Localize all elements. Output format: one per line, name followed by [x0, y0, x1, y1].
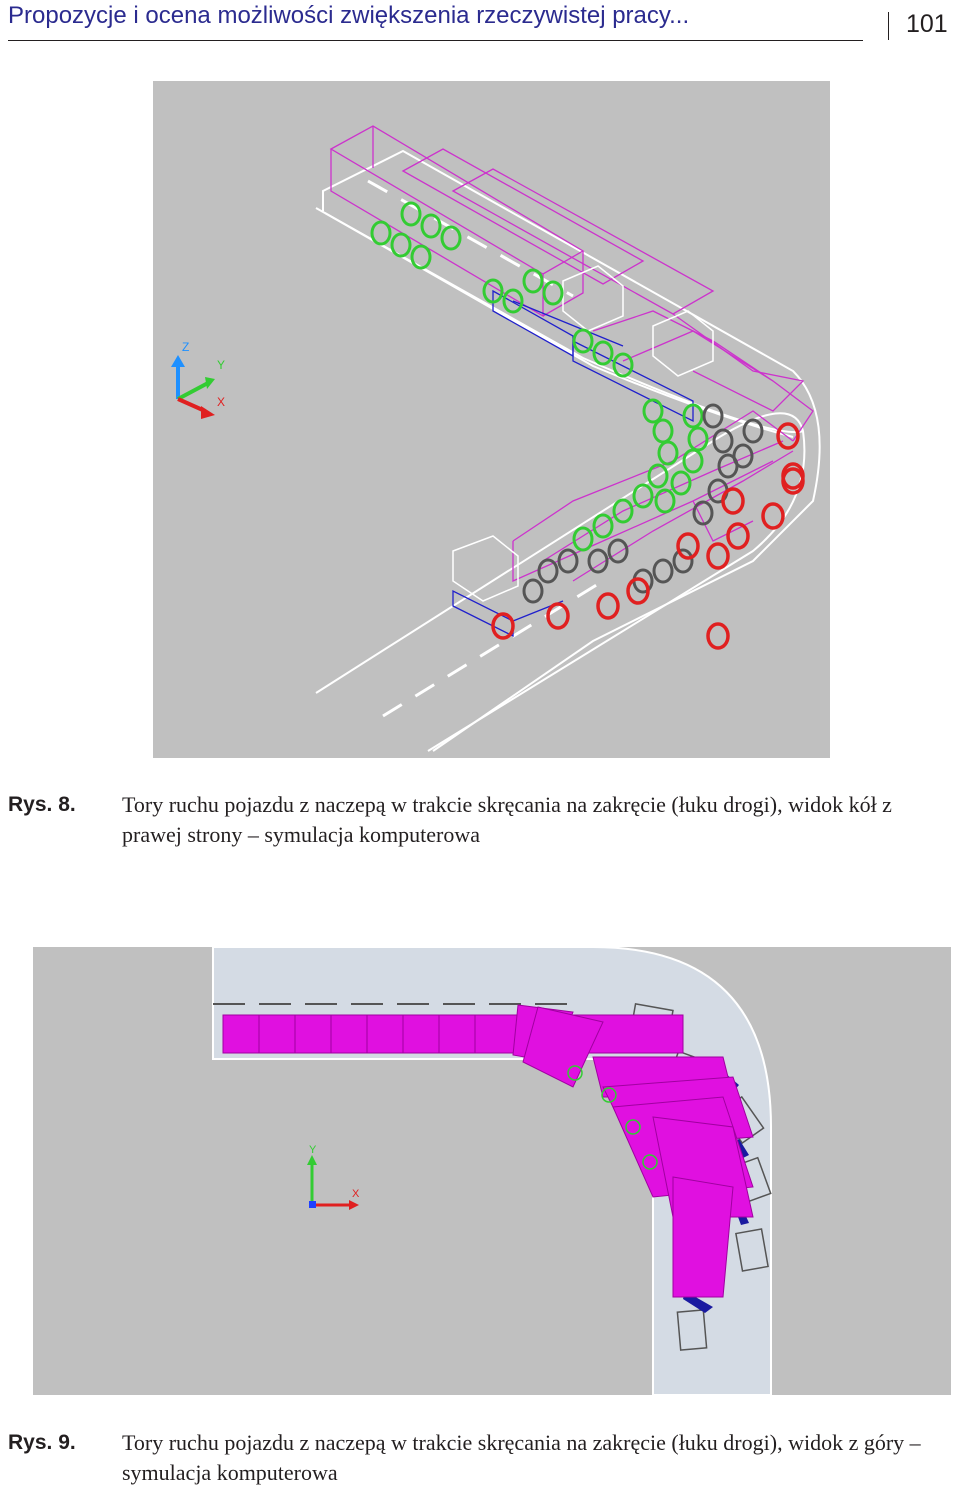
- axis-triad-fig9: [307, 1155, 359, 1210]
- figure-9-label: Rys. 9.: [8, 1431, 76, 1454]
- axis-label-y: Y: [309, 1144, 317, 1156]
- axis-triad-fig8: [171, 355, 215, 419]
- tire-tracks-green: [372, 203, 707, 550]
- figure-8-isometric-simulation: [153, 81, 830, 758]
- axis-label-x: X: [217, 395, 226, 409]
- axis-label-x: X: [352, 1188, 360, 1200]
- axis-label-z: Z: [182, 340, 190, 354]
- tire-tracks-gray: [524, 405, 762, 602]
- running-header: [8, 0, 863, 41]
- running-title: Propozycje i ocena możliwości zwiększenia rzeczywistej pracy...: [8, 2, 690, 29]
- figure-9-canvas: [33, 947, 951, 1395]
- road-centerline: [368, 181, 603, 716]
- figure-8-label: Rys. 8.: [8, 793, 76, 816]
- figure-8-caption-text: Tory ruchu pojazdu z naczepą w trakcie skręcania na zakręcie (łuku drogi), widok kół z prawej strony – symulacja komputerowa: [122, 792, 892, 847]
- trailer-bodies: [223, 1005, 753, 1297]
- figure-9-caption-text: Tory ruchu pojazdu z naczepą w trakcie skręcania na zakręcie (łuku drogi), widok z góry – symulacja komputerowa: [122, 1430, 921, 1485]
- figure-9-top-view-simulation: [33, 947, 951, 1395]
- page-number: 101: [906, 10, 948, 38]
- axis-label-y: Y: [217, 358, 226, 372]
- figure-8-canvas: [153, 81, 830, 758]
- header-divider: [888, 12, 889, 40]
